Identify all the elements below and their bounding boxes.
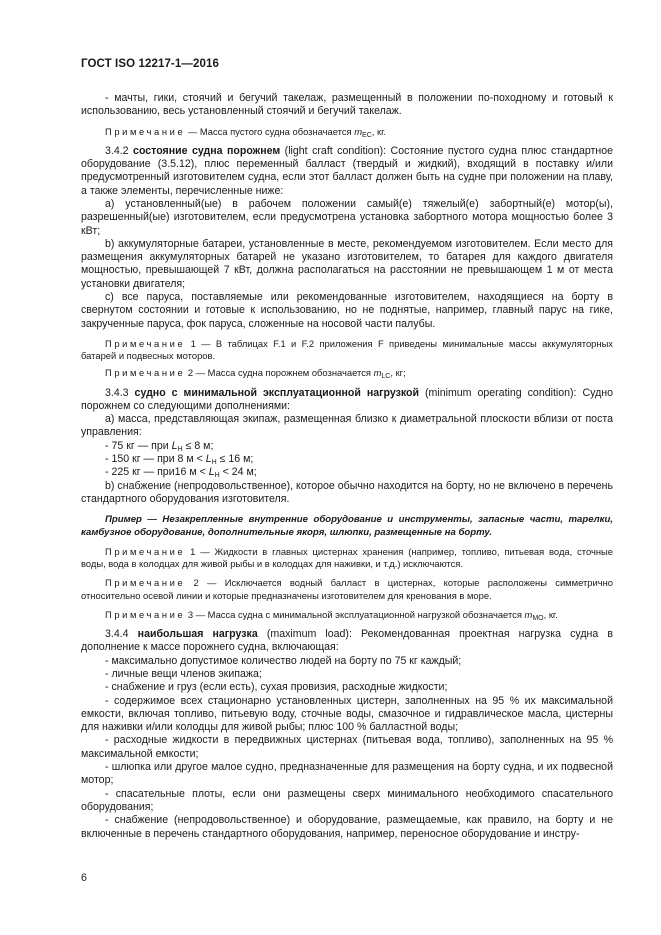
clause-3-4-2-item-a: a) установленный(ые) в рабочем положении самый(е) тяжелый(е) забортный(е) мотор(ы), разрешенный(ые) изготовителем, если предусмотрена установка забортного мотора мощностью более 3 кВт; xyxy=(81,197,613,237)
max-load-item: - шлюпка или другое малое судно, предназначенные для размещения на борту судна, и их подвесной мотор; xyxy=(81,761,613,787)
clause-3-4-3: 3.4.3 судно с минимальной эксплуатационной нагрузкой (minimum operating condition): Судно порожнем со следующими дополнениями: xyxy=(81,386,613,412)
max-load-item: - расходные жидкости в передвижных цистернах (питьевая вода, топливо), заполненных на 95 % максимальной емкости; xyxy=(81,734,613,760)
clause-3-4-2-item-b: b) аккумуляторные батареи, установленные в месте, рекомендуемом изготовителем. Если место для размещения аккумуляторных батарей не указано изготовителем, то батарея для каждого двигателя мощностью, превышающей 7 кВт, должна располагаться на расстоянии не превышающем 1 м от места установки двигателя; xyxy=(81,237,613,290)
clause-3-4-3-item-a: a) масса, представляющая экипаж, размещенная близко к диаметральной плоскости вблизи от поста управления: xyxy=(81,413,613,439)
crew-mass-line-1: - 75 кг — при $L_H \le 8$ м; xyxy=(105,439,214,453)
crew-mass-line-2: - 150 кг — при 8 $м < L_H \le 16$ м; xyxy=(105,453,254,467)
rigging-paragraph: - мачты, гики, стоячий и бегучий такелаж, размещенный в положении по-походному и готовый к использованию, весь установленный стоячий и бегучий такелаж. xyxy=(81,92,613,118)
note-ballast: Примечание 2 — Исключается водный балласт в цистернах, которые расположены симметрично относительно осевой линии и которые предназначены изготовителем для кренования в море. xyxy=(81,577,613,601)
max-load-item: - личные вещи членов экипажа; xyxy=(105,667,262,680)
clause-3-4-2: 3.4.2 состояние судна порожнем (light craft condition): Состояние пустого судна плюс стандартное оборудование (3.5.12), плюс переменный балласт (твердый и жидкий), входящий в поставку и/или предусмотренный изготовителем судна, если этот балласт должен быть на судне при положении на плаву, а также элементы, перечисленные ниже: xyxy=(81,144,613,197)
max-load-item: - содержимое всех стационарно установленных цистерн, заполненных на 95 % их максимальной емкости, включая топливо, питьевую воду, сточные воды, смазочное и гидравлическое масла, цистерны для наживки и/или колодцы для живой рыбы; плюс 100 % балластной воды; xyxy=(81,694,613,734)
max-load-item: - спасательные плоты, если они размещены сверх минимального необходимого спасательного оборудования; xyxy=(81,787,613,813)
note-light-mass: Примечание 2 — Масса судна порожнем обозначается $m_{LC}$, кг; xyxy=(105,367,406,381)
example-paragraph: Пример — Незакрепленные внутренние оборудование и инструменты, запасные части, тарелки, камбузное оборудование, дополнительные якоря, шлюпки, размещенные на борту. xyxy=(81,514,613,538)
term-max-load: наибольшая нагрузка xyxy=(137,628,258,641)
document-header: ГОСТ ISO 12217-1—2016 xyxy=(81,58,219,70)
term-light-craft: состояние судна порожнем xyxy=(133,144,281,157)
max-load-item: - снабжение и груз (если есть), сухая провизия, расходные жидкости; xyxy=(105,681,448,694)
max-load-item: - максимально допустимое количество людей на борту по 75 кг каждый; xyxy=(105,654,462,667)
max-load-item: - снабжение (непродовольственное) и оборудование, размещаемые, как правило, на борту и не включенные в перечень стандартного оборудования, например, переносное оборудование и инстру- xyxy=(81,814,613,840)
note-tanks: Примечание 1 — Жидкости в главных цистернах хранения (например, топливо, питьевая вода, сточные воды, вода в колодцах для живой рыбы и в колодцах для наживки, и т.д.) исключаются. xyxy=(81,546,613,570)
term-min-operating: судно с минимальной эксплуатационной нагрузкой xyxy=(134,386,420,399)
mass-symbol: m xyxy=(354,125,363,137)
clause-3-4-2-item-c: c) все паруса, поставляемые или рекомендованные изготовителем, находящиеся на борту в свернутом состоянии и готовые к использованию, но не поднятые, например, главный парус на гике, закрученные паруса, фок паруса, сложенные на носовой части палубы. xyxy=(81,291,613,330)
note-empty-mass: Примечание — Масса пустого судна обозначается $m_{EC}$, кг. xyxy=(105,125,386,139)
note-label: Примечание xyxy=(105,125,186,137)
note-batteries: Примечание 1 — В таблицах F.1 и F.2 приложения F приведены минимальные массы аккумуляторных батарей и подвесных моторов. xyxy=(81,337,613,362)
note-min-operating-mass: Примечание 3 — Масса судна с минимальной эксплуатационной нагрузкой обозначается $m_{MO}$, кг. xyxy=(105,608,558,622)
clause-3-4-4: 3.4.4 наибольшая нагрузка (maximum load): Рекомендованная проектная нагрузка судна в дополнение к массе порожнего судна, включающая: xyxy=(81,628,613,654)
crew-mass-line-3: - 225 кг — при16 $м < L_H < 24$ м; xyxy=(105,466,257,480)
clause-3-4-3-item-b: b) снабжение (непродовольственное), которое обычно находится на борту, но не включено в перечень стандартного оборудования изготовителя. xyxy=(81,479,613,505)
document-body xyxy=(81,92,613,841)
page-number: 6 xyxy=(81,872,87,884)
